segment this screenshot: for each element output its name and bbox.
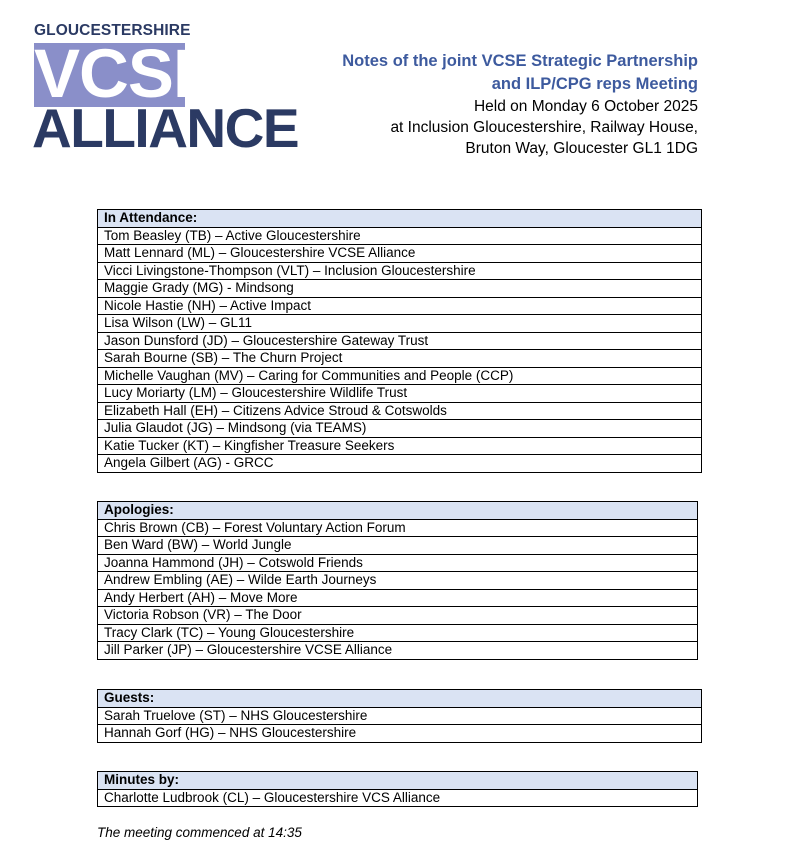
logo-top-text: GLOUCESTERSHIRE bbox=[34, 22, 191, 39]
attendance-row: Lucy Moriarty (LM) – Gloucestershire Wildlife Trust bbox=[98, 385, 702, 403]
minutes-table bbox=[97, 771, 698, 807]
table-row bbox=[98, 642, 698, 660]
venue-line-1: at Inclusion Gloucestershire, Railway House, bbox=[390, 119, 698, 136]
attendance-row: Elizabeth Hall (EH) – Citizens Advice Stroud & Cotswolds bbox=[98, 402, 702, 420]
attendance-row: Jason Dunsford (JD) – Gloucestershire Gateway Trust bbox=[98, 332, 702, 350]
apologies-table bbox=[97, 501, 698, 660]
venue-line-2: Bruton Way, Gloucester GL1 1DG bbox=[465, 140, 698, 157]
table-row bbox=[98, 455, 702, 473]
attendance-row: Tom Beasley (TB) – Active Gloucestershire bbox=[98, 227, 702, 245]
table-row bbox=[98, 624, 698, 642]
apologies-header: Apologies: bbox=[98, 502, 698, 520]
apologies-row: Chris Brown (CB) – Forest Voluntary Action Forum bbox=[98, 519, 698, 537]
apologies-row: Ben Ward (BW) – World Jungle bbox=[98, 537, 698, 555]
logo-alliance-text: ALLIANCE bbox=[32, 97, 299, 159]
guests-table bbox=[97, 689, 702, 743]
attendance-row: Vicci Livingstone-Thompson (VLT) – Inclusion Gloucestershire bbox=[98, 262, 702, 280]
title-line-2: and ILP/CPG reps Meeting bbox=[491, 75, 698, 93]
apologies-row: Andy Herbert (AH) – Move More bbox=[98, 589, 698, 607]
table-row bbox=[98, 519, 698, 537]
table-row bbox=[98, 589, 698, 607]
table-row bbox=[98, 367, 702, 385]
attendance-row: Julia Glaudot (JG) – Mindsong (via TEAMS) bbox=[98, 420, 702, 438]
table-row bbox=[98, 297, 702, 315]
apologies-row: Jill Parker (JP) – Gloucestershire VCSE Alliance bbox=[98, 642, 698, 660]
title-line-1: Notes of the joint VCSE Strategic Partnership bbox=[342, 52, 698, 70]
alliance-logo bbox=[32, 20, 302, 159]
meeting-date: Held on Monday 6 October 2025 bbox=[473, 98, 698, 115]
apologies-row: Joanna Hammond (JH) – Cotswold Friends bbox=[98, 554, 698, 572]
table-row bbox=[98, 245, 702, 263]
table-row bbox=[98, 315, 702, 333]
table-row bbox=[98, 707, 702, 725]
apologies-row: Victoria Robson (VR) – The Door bbox=[98, 607, 698, 625]
table-row bbox=[98, 420, 702, 438]
attendance-row: Matt Lennard (ML) – Gloucestershire VCSE Alliance bbox=[98, 245, 702, 263]
meeting-start-note: The meeting commenced at 14:35 bbox=[97, 825, 302, 840]
table-row bbox=[98, 572, 698, 590]
table-row bbox=[98, 607, 698, 625]
attendance-row: Lisa Wilson (LW) – GL11 bbox=[98, 315, 702, 333]
attendance-row: Angela Gilbert (AG) - GRCC bbox=[98, 455, 702, 473]
attendance-header: In Attendance: bbox=[98, 210, 702, 228]
attendance-row: Maggie Grady (MG) - Mindsong bbox=[98, 280, 702, 298]
table-row bbox=[98, 554, 698, 572]
table-row bbox=[98, 537, 698, 555]
table-row bbox=[98, 280, 702, 298]
attendance-row: Michelle Vaughan (MV) – Caring for Communities and People (CCP) bbox=[98, 367, 702, 385]
attendance-row: Katie Tucker (KT) – Kingfisher Treasure Seekers bbox=[98, 437, 702, 455]
attendance-row: Nicole Hastie (NH) – Active Impact bbox=[98, 297, 702, 315]
table-row bbox=[98, 332, 702, 350]
table-row bbox=[98, 227, 702, 245]
apologies-row: Tracy Clark (TC) – Young Gloucestershire bbox=[98, 624, 698, 642]
table-row bbox=[98, 789, 698, 807]
logo-vcse-text: VCSE bbox=[34, 35, 218, 112]
table-row bbox=[98, 385, 702, 403]
guests-row: Sarah Truelove (ST) – NHS Gloucestershire bbox=[98, 707, 702, 725]
table-row bbox=[98, 350, 702, 368]
apologies-row: Andrew Embling (AE) – Wilde Earth Journeys bbox=[98, 572, 698, 590]
table-row bbox=[98, 402, 702, 420]
table-row bbox=[98, 437, 702, 455]
attendance-row: Sarah Bourne (SB) – The Churn Project bbox=[98, 350, 702, 368]
guests-row: Hannah Gorf (HG) – NHS Gloucestershire bbox=[98, 725, 702, 743]
minutes-header: Minutes by: bbox=[98, 772, 698, 790]
document-heading bbox=[342, 50, 698, 159]
attendance-table bbox=[97, 209, 702, 473]
guests-header: Guests: bbox=[98, 690, 702, 708]
table-row bbox=[98, 262, 702, 280]
table-row bbox=[98, 725, 702, 743]
minutes-row: Charlotte Ludbrook (CL) – Gloucestershire VCS Alliance bbox=[98, 789, 698, 807]
